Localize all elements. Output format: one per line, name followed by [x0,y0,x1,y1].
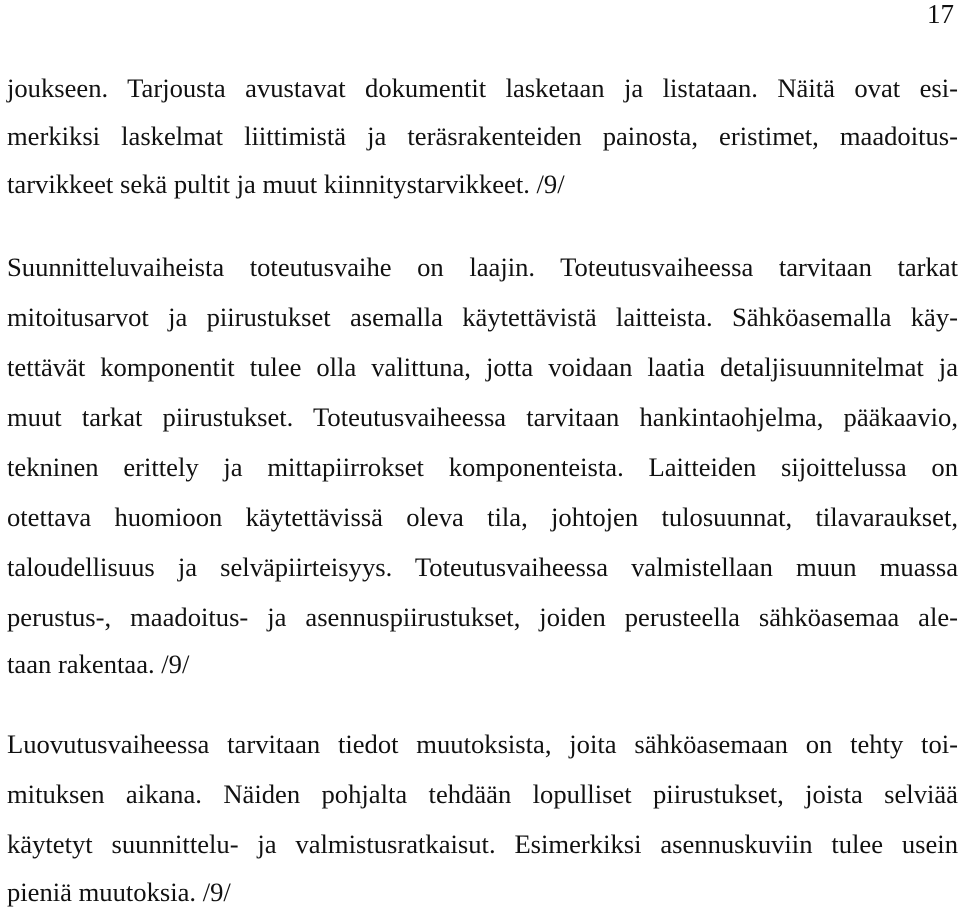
text-line: mitoitusarvot ja piirustukset asemalla käytettävistä laitteista. Sähköasemalla käy- [7,302,958,332]
text-line: Suunnitteluvaiheista toteutusvaihe on laajin. Toteutusvaiheessa tarvitaan tarkat [7,252,958,282]
text-line: tarvikkeet sekä pultit ja muut kiinnitystarvikkeet. /9/ [7,169,565,199]
text-line: joukseen. Tarjousta avustavat dokumentit lasketaan ja listataan. Näitä ovat esi- [7,73,958,103]
text-line: tettävät komponentit tulee olla valittuna, jotta voidaan laatia detaljisuunnitelmat ja [7,352,958,382]
text-line: tekninen erittely ja mittapiirrokset komponenteista. Laitteiden sijoittelussa on [7,452,958,482]
page-number: 17 [927,0,954,29]
text-line: otettava huomioon käytettävissä oleva tila, johtojen tulosuunnat, tilavaraukset, [7,502,958,532]
text-line: Luovutusvaiheessa tarvitaan tiedot muutoksista, joita sähköasemaan on tehty toi- [7,729,958,759]
text-line: taloudellisuus ja selväpiirteisyys. Toteutusvaiheessa valmistellaan muun muassa [7,552,958,582]
text-line: merkiksi laskelmat liittimistä ja teräsrakenteiden painosta, eristimet, maadoitus- [7,121,958,151]
text-line: pieniä muutoksia. /9/ [7,877,231,907]
text-line: taan rakentaa. /9/ [7,649,190,679]
text-line: muut tarkat piirustukset. Toteutusvaiheessa tarvitaan hankintaohjelma, pääkaavio, [7,402,958,432]
text-line: mituksen aikana. Näiden pohjalta tehdään lopulliset piirustukset, joista selviää [7,779,958,809]
text-line: käytetyt suunnittelu- ja valmistusratkaisut. Esimerkiksi asennuskuviin tulee usein [7,829,958,859]
text-line: perustus-, maadoitus- ja asennuspiirustukset, joiden perusteella sähköasemaa ale- [7,602,958,632]
